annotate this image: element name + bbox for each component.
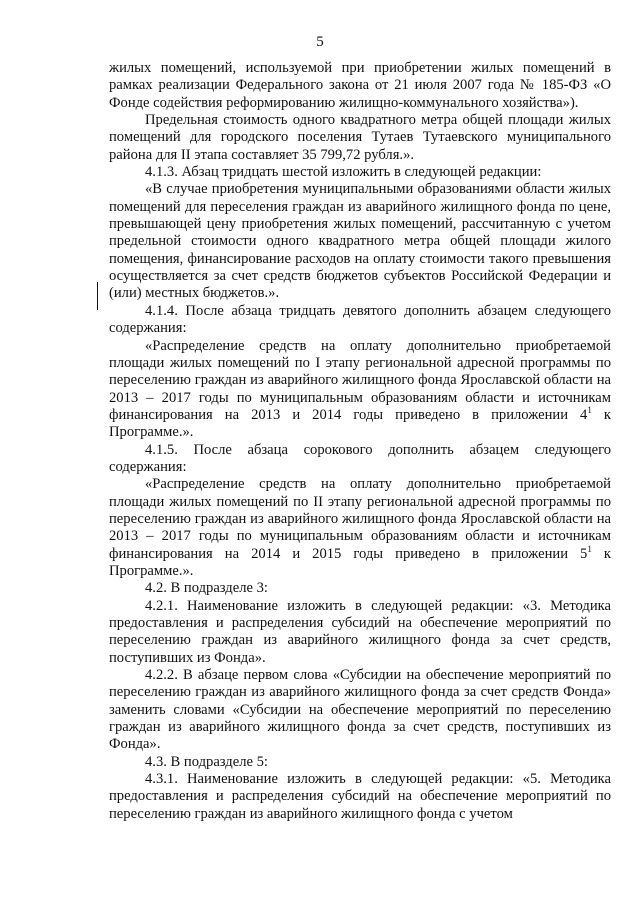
- paragraph-text: жилых помещений, используемой при приобретении жилых помещений в рамках реализации Федерального закона от 21 июля 2007 года № 185-ФЗ «О Фонде содействия реформированию жилищно-коммунального хозяйства»).: [109, 60, 611, 111]
- paragraph: [109, 771, 611, 823]
- paragraph-text: «Распределение средств на оплату дополнительно приобретаемой площади жилых помещений по II этапу региональной адресной программы по переселению граждан из аварийного жилищного фонда Ярославской области на 2013 – 2017 годы по муниципальным образованиям области и источникам финансирования на 2014 и 2015 годы приведено в приложении 5: [109, 476, 611, 562]
- paragraph: [109, 164, 611, 181]
- paragraph: [109, 754, 611, 771]
- paragraph-text: 4.2.2. В абзаце первом слова «Субсидии на обеспечение мероприятий по переселению граждан из аварийного жилищного фонда за счет средств Фонда» заменить словами «Субсидии на обеспечение мероприятий по переселению граждан из аварийного жилищного фонда за счет средств, поступивших из Фонда».: [109, 667, 611, 753]
- margin-change-bar: [97, 282, 98, 310]
- paragraph: [109, 598, 611, 667]
- paragraph-text: 4.2. В подразделе 3:: [145, 580, 268, 597]
- paragraph: [109, 476, 611, 580]
- paragraph: [109, 667, 611, 754]
- paragraph-text: 4.3. В подразделе 5:: [145, 753, 268, 770]
- paragraph-text: «В случае приобретения муниципальными образованиями области жилых помещений для переселения граждан из аварийного жилищного фонда по цене, превышающей цену приобретения жилых помещений, рассчитанную с учетом предельной стоимости одного квадратного метра общей площади жилого помещения, финансирование расходов на оплату стоимости такого превышения осуществляется за счет средств бюджетов субъектов Российской Федерации и (или) местных бюджетов.».: [109, 181, 611, 302]
- page-number: 5: [316, 34, 324, 50]
- document-body: [109, 60, 611, 823]
- paragraph-text: 4.3.1. Наименование изложить в следующей редакции: «5. Методика предоставления и распределения субсидий на обеспечение мероприятий по переселению граждан из аварийного жилищного фонда с учетом: [109, 771, 611, 822]
- paragraph-text: 4.1.4. После абзаца тридцать девятого дополнить абзацем следующего содержания:: [109, 302, 611, 337]
- paragraph-text: 4.1.5. После абзаца сорокового дополнить абзацем следующего содержания:: [109, 441, 611, 475]
- paragraph: [109, 338, 611, 442]
- paragraph-text: 4.2.1. Наименование изложить в следующей редакции: «3. Методика предоставления и распределения субсидий на обеспечение мероприятий по переселению граждан из аварийного жилищного фонда за счет средств, поступивших из Фонда».: [109, 597, 611, 666]
- paragraph: [109, 442, 611, 477]
- paragraph-text: 4.1.3. Абзац тридцать шестой изложить в следующей редакции:: [145, 164, 542, 181]
- paragraph: [109, 60, 611, 112]
- superscript: 1: [587, 543, 592, 554]
- paragraph: [109, 580, 611, 597]
- paragraph: [109, 181, 611, 302]
- superscript: 1: [587, 404, 592, 415]
- paragraph-tail: к Программе.».: [109, 406, 611, 441]
- paragraph: [109, 112, 611, 164]
- paragraph: [109, 303, 611, 338]
- paragraph-text: «Распределение средств на оплату дополнительно приобретаемой площади жилых помещений по I этапу региональной адресной программы по переселению граждан из аварийного жилищного фонда Ярославской области на 2013 – 2017 годы по муниципальным образованиям области и источникам финансирования на 2013 и 2014 годы приведено в приложении 4: [109, 337, 611, 423]
- paragraph-tail: к Программе.».: [109, 545, 611, 579]
- paragraph-text: Предельная стоимость одного квадратного метра общей площади жилых помещений для городского поселения Тутаев Тутаевского муниципального района для II этапа составляет 35 799,72 рубля.».: [109, 112, 611, 163]
